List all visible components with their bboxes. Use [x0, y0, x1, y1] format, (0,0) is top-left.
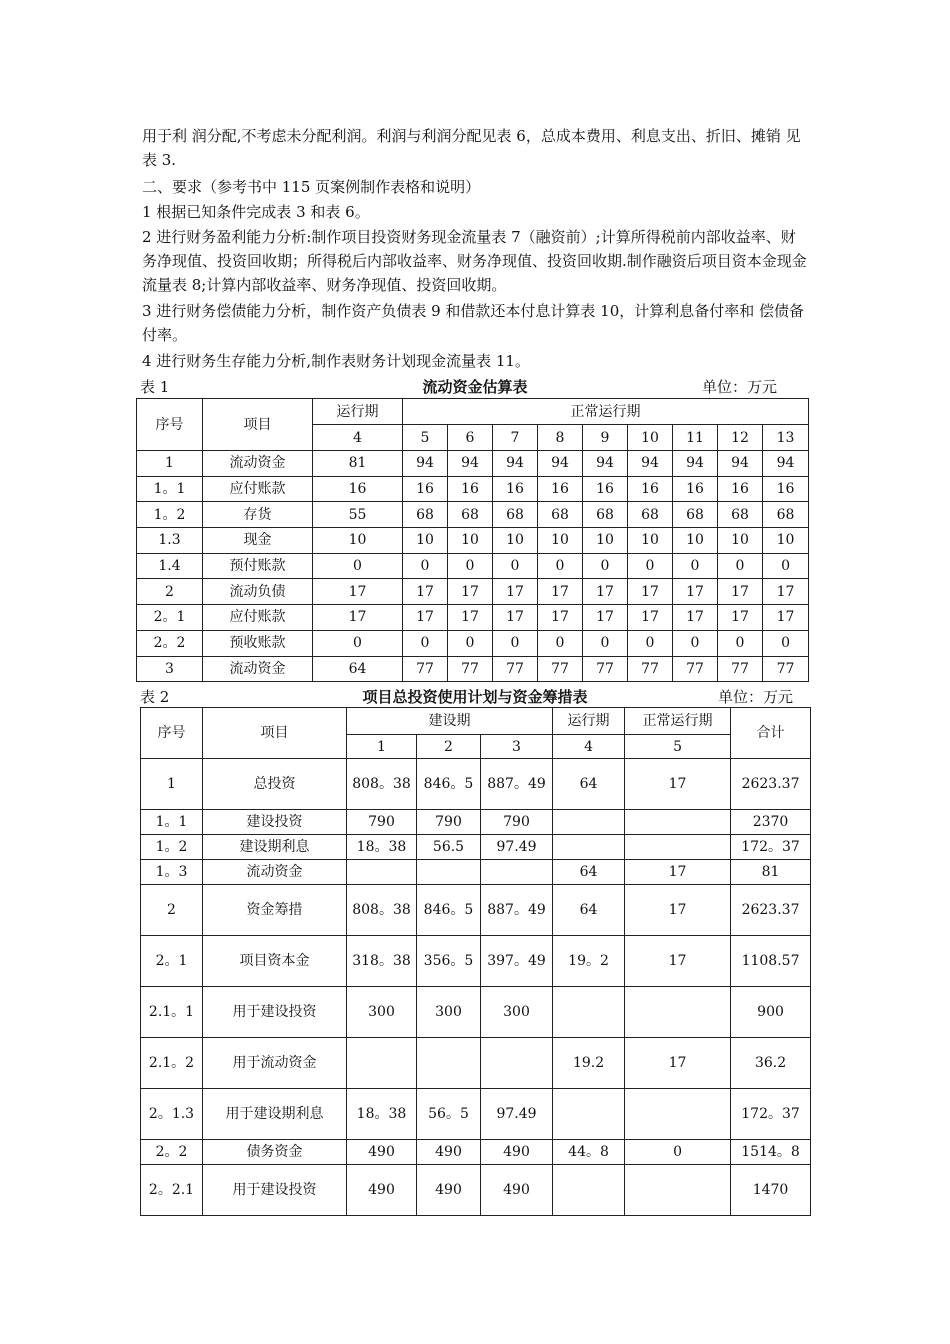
table-cell: 318。38 [347, 936, 417, 987]
table-cell: 17 [673, 605, 718, 631]
table-cell: 94 [448, 451, 493, 477]
table-row [137, 528, 809, 554]
table-cell: 0 [493, 630, 538, 656]
table2-header-normal: 正常运行期 [625, 708, 731, 735]
table-cell: 94 [583, 451, 628, 477]
row-seq: 1。2 [137, 502, 203, 528]
table-cell: 0 [625, 1140, 731, 1165]
table-cell: 94 [538, 451, 583, 477]
table-cell: 17 [625, 860, 731, 885]
row-seq: 2。2.1 [141, 1165, 203, 1216]
table-cell: 0 [493, 553, 538, 579]
table-row [137, 630, 809, 656]
table-cell: 17 [448, 579, 493, 605]
table1-year-cell: 10 [628, 425, 673, 451]
table-cell: 10 [763, 528, 809, 554]
table-cell: 10 [493, 528, 538, 554]
row-item: 总投资 [203, 759, 347, 810]
table-cell: 490 [417, 1140, 481, 1165]
table-cell: 17 [538, 579, 583, 605]
table-cell: 1470 [731, 1165, 811, 1216]
table-cell: 77 [403, 656, 448, 682]
table-cell: 16 [583, 476, 628, 502]
table-cell [625, 987, 731, 1038]
table-cell: 17 [625, 759, 731, 810]
table2-header-operation: 运行期 [553, 708, 625, 735]
paragraph-requirement-2: 2 进行财务盈利能力分析:制作项目投资财务现金流量表 7（融资前）;计算所得税前内部收益率、财务净现值、投资回收期；所得税后内部收益率、财务净现值、投资回收期.制作融资后项目资本金现金流量表 8;计算内部收益率、财务净现值、投资回收期。 [142, 228, 807, 294]
table2-label: 表 2 [140, 688, 170, 706]
table-cell: 18。38 [347, 835, 417, 860]
table-cell: 790 [347, 810, 417, 835]
row-item: 项目资本金 [203, 936, 347, 987]
table-cell: 77 [628, 656, 673, 682]
table-cell: 490 [347, 1140, 417, 1165]
table-cell: 19.2 [553, 1038, 625, 1089]
table1-year-cell: 8 [538, 425, 583, 451]
table-cell: 16 [673, 476, 718, 502]
table-cell: 68 [673, 502, 718, 528]
table-cell: 16 [493, 476, 538, 502]
table2-unit: 单位：万元 [718, 688, 794, 706]
table-cell: 887。49 [481, 759, 553, 810]
table-cell: 17 [313, 605, 403, 631]
table-cell: 0 [763, 630, 809, 656]
table-cell: 17 [628, 605, 673, 631]
table-cell: 64 [553, 759, 625, 810]
table-cell: 0 [313, 553, 403, 579]
table2-title: 项目总投资使用计划与资金筹措表 [362, 688, 588, 706]
table-row [141, 1140, 811, 1165]
table2-year-cell: 3 [481, 735, 553, 759]
table-cell: 18。38 [347, 1089, 417, 1140]
row-seq: 2.1。2 [141, 1038, 203, 1089]
table1-unit: 单位：万元 [702, 378, 778, 396]
table1-header-operation: 运行期 [313, 399, 403, 425]
row-item: 用于建设期利息 [203, 1089, 347, 1140]
table-cell: 68 [493, 502, 538, 528]
table-cell [417, 860, 481, 885]
table-cell: 16 [403, 476, 448, 502]
table-cell: 172。37 [731, 835, 811, 860]
table-cell: 17 [448, 605, 493, 631]
table-cell: 887。49 [481, 885, 553, 936]
table-cell: 0 [628, 553, 673, 579]
table-cell: 16 [763, 476, 809, 502]
table-cell: 77 [493, 656, 538, 682]
table-cell: 77 [538, 656, 583, 682]
table-row [137, 553, 809, 579]
table-cell: 77 [583, 656, 628, 682]
table-cell: 10 [718, 528, 763, 554]
table-cell: 68 [718, 502, 763, 528]
table-cell: 0 [673, 630, 718, 656]
table-cell: 94 [403, 451, 448, 477]
table-cell: 490 [481, 1165, 553, 1216]
table-cell: 77 [448, 656, 493, 682]
table-cell: 77 [673, 656, 718, 682]
table-cell: 94 [763, 451, 809, 477]
table1-header-item: 项目 [203, 399, 313, 451]
table-cell: 356。5 [417, 936, 481, 987]
table1-year-cell: 11 [673, 425, 718, 451]
table-cell: 10 [448, 528, 493, 554]
table-cell: 0 [313, 630, 403, 656]
table-row [141, 1038, 811, 1089]
table2-body [141, 759, 811, 1216]
table-cell: 16 [448, 476, 493, 502]
table-cell: 0 [403, 553, 448, 579]
table1-working-capital [136, 398, 809, 682]
table-cell: 81 [731, 860, 811, 885]
table-cell: 97.49 [481, 1089, 553, 1140]
table-cell: 300 [417, 987, 481, 1038]
table-cell: 17 [628, 579, 673, 605]
table-cell: 0 [763, 553, 809, 579]
row-seq: 2。2 [137, 630, 203, 656]
table-cell: 44。8 [553, 1140, 625, 1165]
row-seq: 1 [137, 451, 203, 477]
table-cell: 808。38 [347, 885, 417, 936]
row-item: 用于流动资金 [203, 1038, 347, 1089]
row-seq: 1 [141, 759, 203, 810]
row-seq: 1。1 [137, 476, 203, 502]
row-item: 资金筹措 [203, 885, 347, 936]
table1-caption [140, 376, 810, 396]
table-cell [417, 1038, 481, 1089]
table-cell: 17 [403, 605, 448, 631]
table-cell: 10 [403, 528, 448, 554]
row-seq: 2.1。1 [141, 987, 203, 1038]
table-cell: 56。5 [417, 1089, 481, 1140]
table-cell: 17 [625, 1038, 731, 1089]
paragraph-requirements-heading: 二、要求（参考书中 115 页案例制作表格和说明） [142, 178, 481, 196]
table1-year-cell: 13 [763, 425, 809, 451]
table-cell: 10 [628, 528, 673, 554]
table-cell: 68 [628, 502, 673, 528]
table-cell: 10 [538, 528, 583, 554]
paragraph-profit-note: 用于利 润分配,不考虑未分配利润。利润与利润分配见表 6，总成本费用、利息支出、折旧、摊销 见表 3. [142, 127, 801, 169]
table-cell: 397。49 [481, 936, 553, 987]
row-item: 流动资金 [203, 656, 313, 682]
table-cell: 17 [718, 579, 763, 605]
row-seq: 1。2 [141, 835, 203, 860]
table-row [141, 810, 811, 835]
row-item: 用于建设投资 [203, 1165, 347, 1216]
row-item: 应付账款 [203, 476, 313, 502]
row-seq: 1.3 [137, 528, 203, 554]
table-row [137, 502, 809, 528]
table-row [137, 656, 809, 682]
table2-year-cell: 4 [553, 735, 625, 759]
table-cell: 94 [673, 451, 718, 477]
table1-label: 表 1 [140, 378, 170, 396]
table-cell: 94 [493, 451, 538, 477]
table-cell: 900 [731, 987, 811, 1038]
table-cell: 17 [718, 605, 763, 631]
table-cell: 55 [313, 502, 403, 528]
table1-year-cell: 7 [493, 425, 538, 451]
table-cell: 1514。8 [731, 1140, 811, 1165]
table-cell: 790 [481, 810, 553, 835]
table-cell [481, 1038, 553, 1089]
table1-year-cell: 5 [403, 425, 448, 451]
table-cell [347, 1038, 417, 1089]
row-seq: 2。1 [137, 605, 203, 631]
table-cell: 64 [553, 885, 625, 936]
table-cell: 0 [673, 553, 718, 579]
table-cell: 36.2 [731, 1038, 811, 1089]
table1-year-cell: 9 [583, 425, 628, 451]
table1-year-cell: 12 [718, 425, 763, 451]
row-item: 应付账款 [203, 605, 313, 631]
table1-year-cell: 6 [448, 425, 493, 451]
table-row [141, 1089, 811, 1140]
table-cell: 1108.57 [731, 936, 811, 987]
table-cell: 56.5 [417, 835, 481, 860]
table-cell [625, 835, 731, 860]
table-row [137, 605, 809, 631]
table-cell: 68 [448, 502, 493, 528]
table-cell: 172。37 [731, 1089, 811, 1140]
table-cell: 77 [718, 656, 763, 682]
row-item: 建设投资 [203, 810, 347, 835]
row-item: 用于建设投资 [203, 987, 347, 1038]
row-item: 现金 [203, 528, 313, 554]
row-item: 预收账款 [203, 630, 313, 656]
table-cell: 846。5 [417, 759, 481, 810]
table-cell: 0 [448, 630, 493, 656]
table-cell [625, 1165, 731, 1216]
row-seq: 2。1 [141, 936, 203, 987]
table-cell: 490 [481, 1140, 553, 1165]
table-cell: 10 [583, 528, 628, 554]
row-seq: 2。1.3 [141, 1089, 203, 1140]
row-seq: 1。3 [141, 860, 203, 885]
table-cell: 2623.37 [731, 885, 811, 936]
table-cell [553, 835, 625, 860]
table-cell [347, 860, 417, 885]
table-cell: 68 [763, 502, 809, 528]
table-cell: 81 [313, 451, 403, 477]
row-seq: 2 [137, 579, 203, 605]
table-row [137, 451, 809, 477]
table-cell: 16 [313, 476, 403, 502]
paragraph-requirement-1: 1 根据已知条件完成表 3 和表 6。 [142, 203, 370, 221]
table-cell: 0 [403, 630, 448, 656]
table-cell: 300 [347, 987, 417, 1038]
row-item: 债务资金 [203, 1140, 347, 1165]
row-seq: 2 [141, 885, 203, 936]
table-cell: 790 [417, 810, 481, 835]
paragraph-requirement-4: 4 进行财务生存能力分析,制作表财务计划现金流量表 11。 [142, 352, 530, 370]
table-cell: 16 [538, 476, 583, 502]
table-cell: 17 [313, 579, 403, 605]
table2-year-cell: 2 [417, 735, 481, 759]
table2-investment-plan [140, 707, 811, 1216]
paragraph-requirement-3: 3 进行财务偿债能力分析，制作资产负债表 9 和借款还本付息计算表 10，计算利息备付率和 偿债备付率。 [142, 302, 805, 344]
table1-body [137, 451, 809, 682]
table-cell [625, 1089, 731, 1140]
table2-caption [140, 686, 810, 706]
table2-header-seq: 序号 [141, 708, 203, 759]
table-cell: 300 [481, 987, 553, 1038]
table1-header-row-1 [137, 399, 809, 425]
table-cell: 0 [448, 553, 493, 579]
table-row [141, 759, 811, 810]
table-cell: 808。38 [347, 759, 417, 810]
table-cell: 0 [583, 630, 628, 656]
table-cell: 0 [718, 553, 763, 579]
table-cell: 2623.37 [731, 759, 811, 810]
row-item: 预付账款 [203, 553, 313, 579]
table-cell: 17 [583, 605, 628, 631]
table1-header-seq: 序号 [137, 399, 203, 451]
table-cell: 68 [538, 502, 583, 528]
row-seq: 1。1 [141, 810, 203, 835]
row-item: 流动资金 [203, 451, 313, 477]
table-cell: 64 [313, 656, 403, 682]
table-cell: 17 [493, 579, 538, 605]
table-cell: 94 [628, 451, 673, 477]
table-cell: 10 [673, 528, 718, 554]
row-seq: 2。2 [141, 1140, 203, 1165]
table-cell: 16 [628, 476, 673, 502]
table-cell: 0 [583, 553, 628, 579]
table2-header-total: 合计 [731, 708, 811, 759]
table-cell: 2370 [731, 810, 811, 835]
table-row [141, 936, 811, 987]
table-row [137, 579, 809, 605]
row-seq: 3 [137, 656, 203, 682]
table-cell: 77 [763, 656, 809, 682]
table-row [141, 860, 811, 885]
table-cell: 68 [403, 502, 448, 528]
table2-header-construction: 建设期 [347, 708, 553, 735]
table1-title: 流动资金估算表 [422, 378, 528, 396]
table-cell [553, 1089, 625, 1140]
table2-year-cell: 5 [625, 735, 731, 759]
table-cell: 0 [538, 553, 583, 579]
table-cell: 16 [718, 476, 763, 502]
row-item: 建设期利息 [203, 835, 347, 860]
table-cell [553, 810, 625, 835]
table-cell: 94 [718, 451, 763, 477]
table-row [141, 987, 811, 1038]
table-cell: 490 [347, 1165, 417, 1216]
table-cell: 17 [493, 605, 538, 631]
table-cell [553, 987, 625, 1038]
table-cell: 17 [625, 885, 731, 936]
table1-header-normal: 正常运行期 [403, 399, 809, 425]
table-row [141, 885, 811, 936]
table-cell: 490 [417, 1165, 481, 1216]
table1-year-cell: 4 [313, 425, 403, 451]
table-cell: 17 [673, 579, 718, 605]
table2-header-item: 项目 [203, 708, 347, 759]
table-cell: 17 [403, 579, 448, 605]
table-cell: 68 [583, 502, 628, 528]
table-row [137, 476, 809, 502]
table-cell: 64 [553, 860, 625, 885]
table-cell [553, 1165, 625, 1216]
table-cell: 10 [313, 528, 403, 554]
table-cell [625, 810, 731, 835]
row-item: 流动资金 [203, 860, 347, 885]
table-cell: 0 [718, 630, 763, 656]
row-seq: 1.4 [137, 553, 203, 579]
table-cell: 17 [583, 579, 628, 605]
table-cell: 0 [538, 630, 583, 656]
table2-header-row-1 [141, 708, 811, 735]
row-item: 存货 [203, 502, 313, 528]
table-cell: 846。5 [417, 885, 481, 936]
row-item: 流动负债 [203, 579, 313, 605]
table-cell: 97.49 [481, 835, 553, 860]
table-cell: 17 [763, 579, 809, 605]
table-cell: 19。2 [553, 936, 625, 987]
table-cell [481, 860, 553, 885]
table-cell: 17 [625, 936, 731, 987]
table-row [141, 835, 811, 860]
table-cell: 0 [628, 630, 673, 656]
table-cell: 17 [763, 605, 809, 631]
table2-year-cell: 1 [347, 735, 417, 759]
table-cell: 17 [538, 605, 583, 631]
table-row [141, 1165, 811, 1216]
